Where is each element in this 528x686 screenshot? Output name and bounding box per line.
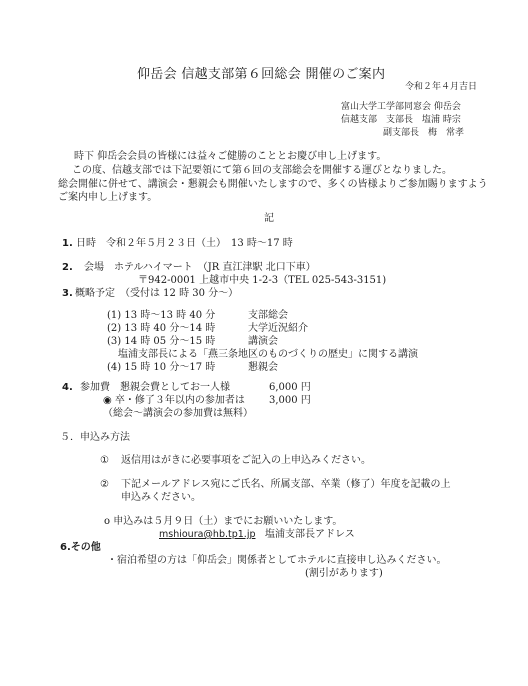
deadline-note: o 申込みは５月９日（土）までにお願いいたします。 (104, 516, 343, 527)
item-6-heading: 6.その他 (60, 542, 101, 553)
other-note: ・宿泊希望の方は「仰岳会」関係者としてホテルに直接申し込みください。 (107, 555, 447, 566)
discount-note: (割引があります) (305, 568, 383, 579)
item-5-heading: ５．申込み方法 (60, 432, 130, 443)
item-1-number: 1. (62, 238, 73, 249)
ki-heading: 記 (264, 213, 274, 224)
contact-email-note: 塩浦支部長アドレス (265, 529, 355, 540)
schedule-time-3: (3) 14 時 05 分～15 時 (107, 336, 216, 347)
item-2-number: 2. (62, 262, 73, 273)
item-3-number: 3. (62, 288, 73, 299)
fee-label: 参加費 懇親会費としてお一人様 (80, 382, 230, 393)
fee-amount: 6,000 円 (269, 382, 311, 393)
fee-reduced-amount: 3,000 円 (269, 395, 311, 406)
item-3-heading: 概略予定 （受付は 12 時 30 分～） (75, 288, 239, 299)
contact-email-link[interactable]: mshioura@hb.tp1.jp (159, 529, 256, 540)
schedule-event-3: 講演会 (248, 336, 278, 347)
issue-date: 令和２年４月吉日 (405, 82, 478, 92)
fee-reduced-label: ◉ 卒・修了３年以内の参加者は (103, 395, 245, 406)
method-2-text-cont: 申込みください。 (121, 492, 201, 503)
method-1-text: 返信用はがきに必要事項をご記入の上申込みください。 (121, 455, 371, 466)
item-4-number: 4. (62, 382, 73, 393)
greeting-line: 総会開催に併せて、講演会・懇親会も開催いたしますので、多くの皆様よりご参加賜りますよう (58, 179, 488, 190)
greeting-line: ご案内申し上げます。 (58, 192, 158, 203)
lecture-note: 塩浦支部長による「燕三条地区のものづくりの歴史」に関する講演 (118, 349, 418, 360)
schedule-time-2: (2) 13 時 40 分～14 時 (107, 323, 216, 334)
schedule-time-4: (4) 15 時 10 分～17 時 (107, 362, 216, 373)
item-2-address: 〒942-0001 上越市中央 1-2-3（TEL 025-543-3151) (138, 275, 387, 286)
schedule-event-4: 懇親会 (248, 362, 278, 373)
page-title: 仰岳会 信越支部第６回総会 開催のご案内 (137, 67, 386, 82)
greeting-line: この度、信越支部では下記要領にて第６回の支部総会を開催する運びとなりました。 (72, 165, 452, 176)
schedule-event-1: 支部総会 (248, 310, 288, 321)
schedule-time-1: (1) 13 時～13 時 40 分 (107, 310, 216, 321)
sender-branch-chief: 信越支部 支部長 塩浦 時宗 (341, 115, 461, 125)
method-2-text: 下記メールアドレス宛にご氏名、所属支部、卒業（修了）年度を記載の上 (121, 479, 451, 490)
sender-vice-chief: 副支部長 梅 常孝 (383, 128, 465, 138)
item-1-datetime: 日時 令和２年５月２３日（土） 13 時～17 時 (76, 238, 293, 249)
greeting-line: 時下 仰岳会会員の皆様には益々ご健勝のこととお慶び申し上げます。 (74, 151, 387, 162)
sender-organization: 富山大学工学部同窓会 仰岳会 (341, 102, 461, 112)
method-2-number: ② (100, 479, 109, 490)
item-2-venue: 会場 ホテルハイマート （JR 直江津駅 北口下車） (84, 262, 316, 273)
fee-note: （総会～講演会の参加費は無料） (103, 408, 253, 419)
schedule-event-2: 大学近況紹介 (248, 323, 308, 334)
method-1-number: ① (100, 455, 109, 466)
